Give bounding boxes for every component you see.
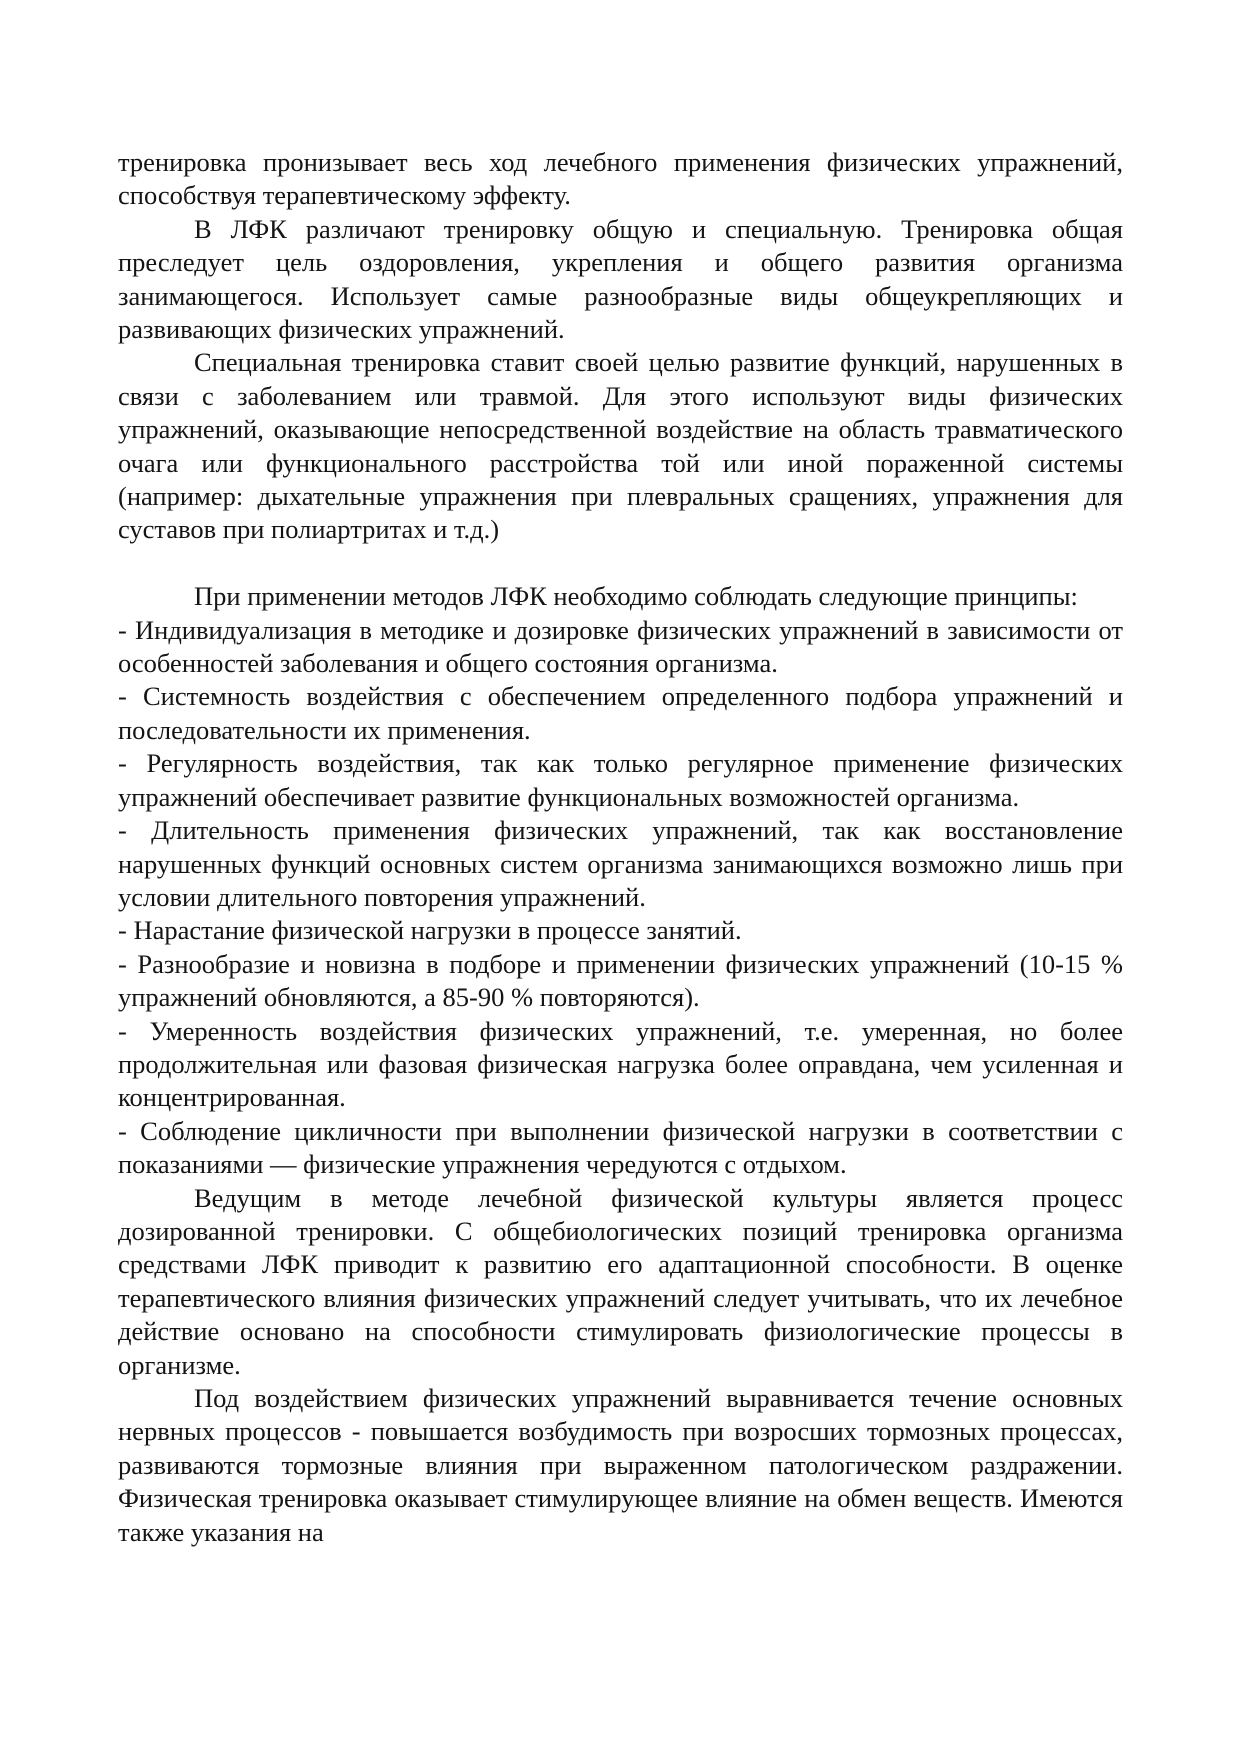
principle-moderation: - Умеренность воздействия физических упражнений, т.е. умеренная, но более продолжительная или фазовая физическая нагрузка более оправдана, чем усиленная и концентрированная. xyxy=(118,1015,1123,1113)
principles-list xyxy=(118,614,1123,1182)
paragraph-dosed-training: Ведущим в методе лечебной физической культуры является процесс дозированной тренировки. С общебиологических позиций тренировка организма средствами ЛФК приводит к развитию его адаптационной способности. В оценке терапевтического влияния физических упражнений следует учитывать, что их лечебное действие основано на способности стимулировать физиологические процессы в организме. xyxy=(118,1182,1123,1380)
document-page xyxy=(118,146,1123,1549)
paragraph-training-effect: тренировка пронизывает весь ход лечебного применения физических упражнений, способствуя терапевтическому эффекту. xyxy=(118,147,1123,211)
principle-individualization: - Индивидуализация в методике и дозировке физических упражнений в зависимости от особенностей заболевания и общего состояния организма. xyxy=(118,614,1123,679)
principle-systematic: - Системность воздействия с обеспечением определенного подбора упражнений и последовательности их применения. xyxy=(118,681,1123,745)
paragraph-principles-intro: При применении методов ЛФК необходимо соблюдать следующие принципы: xyxy=(194,581,1078,612)
principle-regularity: - Регулярность воздействия, так как только регулярное применение физических упражнений обеспечивает развитие функциональных возможностей организма. xyxy=(118,748,1123,812)
principle-load-increase: - Нарастание физической нагрузки в процессе занятий. xyxy=(118,915,742,946)
paragraph-general-training: В ЛФК различают тренировку общую и специальную. Тренировка общая преследует цель оздоровления, укрепления и общего развития организма занимающегося. Использует самые разнообразные виды общеукрепляющих и развивающих физических упражнений. xyxy=(118,213,1123,345)
principle-cyclicity: - Соблюдение цикличности при выполнении физической нагрузки в соответствии с показаниями — физические упражнения чередуются с отдыхом. xyxy=(118,1115,1123,1180)
paragraph-nervous-processes: Под воздействием физических упражнений выравнивается течение основных нервных процессов - повышается возбудимость при возросших тормозных процессах, развиваются тормозные влияния при выраженном патологическом раздражении. Физическая тренировка оказывает стимулирующее влияние на обмен веществ. Имеются также указания на xyxy=(118,1383,1123,1547)
paragraph-spacer xyxy=(118,547,1123,580)
principle-variety: - Разнообразие и новизна в подборе и применении физических упражнений (10-15 % упражнений обновляются, а 85-90 % повторяются). xyxy=(118,948,1123,1013)
paragraph-special-training: Специальная тренировка ставит своей целью развитие функций, нарушенных в связи с заболеванием или травмой. Для этого используют виды физических упражнений, оказывающие непосредственной воздействие на область травматического очага или функционального расстройства той или иной пораженной системы (например: дыхательные упражнения при плевральных сращениях, упражнения для суставов при полиартритах и т.д.) xyxy=(118,347,1123,545)
principle-duration: - Длительность применения физических упражнений, так как восстановление нарушенных функций основных систем организма занимающихся возможно лишь при условии длительного повторения упражнений. xyxy=(118,815,1123,912)
